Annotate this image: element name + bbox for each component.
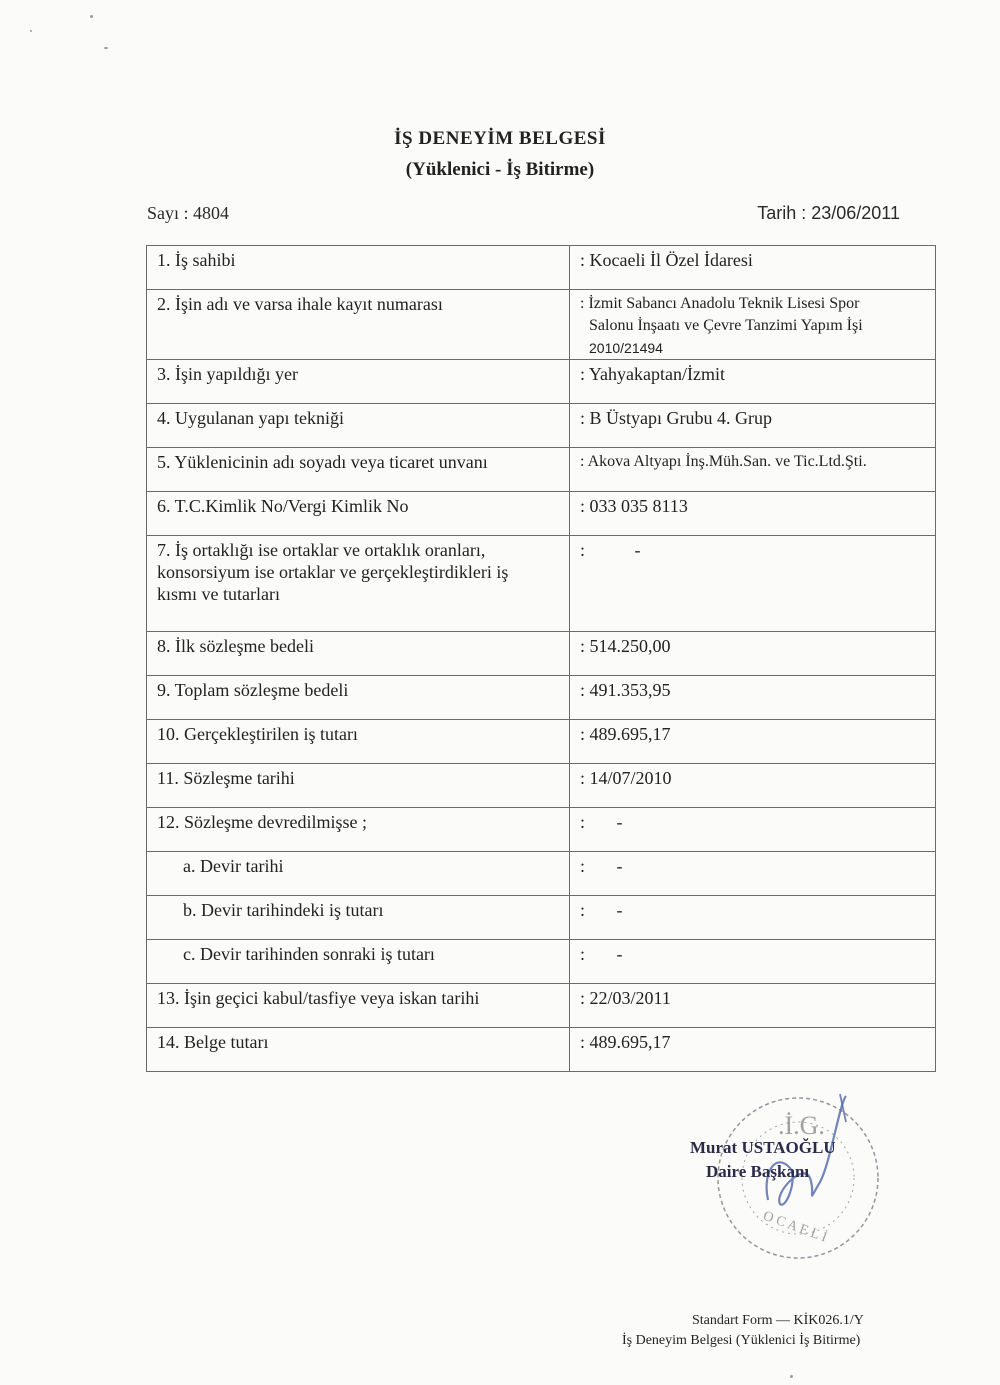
row-label: 3. İşin yapıldığı yer — [147, 360, 570, 404]
row-value: : - — [570, 852, 936, 896]
row-label: 12. Sözleşme devredilmişse ; — [147, 808, 570, 852]
document-title: İŞ DENEYİM BELGESİ — [394, 128, 606, 149]
row-value: : 14/07/2010 — [570, 764, 936, 808]
row-value-line-3: 2010/21494 — [589, 340, 663, 356]
table-row — [147, 808, 936, 852]
document-date: Tarih : 23/06/2011 — [757, 203, 900, 223]
row-label-line-1: 7. İş ortaklığı ise ortaklar ve ortaklık oranları, — [157, 540, 486, 560]
table-row — [147, 852, 936, 896]
svg-text:O C A E L İ: O C A E L İ — [760, 1208, 829, 1246]
table-row — [147, 676, 936, 720]
row-label: b. Devir tarihindeki iş tutarı — [147, 896, 570, 940]
table-row — [147, 290, 936, 360]
row-value: : Akova Altyapı İnş.Müh.San. ve Tic.Ltd.Şti. — [570, 448, 936, 492]
row-label: 11. Sözleşme tarihi — [147, 764, 570, 808]
row-value: : - — [570, 808, 936, 852]
row-label: 2. İşin adı ve varsa ihale kayıt numarası — [147, 290, 570, 360]
row-value: : - — [570, 940, 936, 984]
table-row — [147, 764, 936, 808]
row-value: : 489.695,17 — [570, 1028, 936, 1072]
scan-speck — [30, 30, 32, 32]
form-code: Standart Form — KİK026.1/Y — [692, 1313, 864, 1328]
signatory-block — [690, 1136, 890, 1184]
row-label: 1. İş sahibi — [147, 246, 570, 290]
table-row — [147, 896, 936, 940]
row-value: : B Üstyapı Grubu 4. Grup — [570, 404, 936, 448]
row-value: : 033 035 8113 — [570, 492, 936, 536]
row-label — [147, 536, 570, 632]
table-row — [147, 448, 936, 492]
row-value: : - — [570, 896, 936, 940]
row-value-line-1: : İzmit Sabancı Anadolu Teknik Lisesi Spor — [580, 295, 860, 312]
table-row — [147, 404, 936, 448]
row-label: a. Devir tarihi — [147, 852, 570, 896]
row-value: : 22/03/2011 — [570, 984, 936, 1028]
table-row — [147, 246, 936, 290]
row-value: : 491.353,95 — [570, 676, 936, 720]
table-row — [147, 1028, 936, 1072]
scan-speck — [90, 15, 93, 18]
row-value — [570, 290, 936, 360]
table-row — [147, 984, 936, 1028]
row-label-line-3: kısmı ve tutarları — [157, 584, 280, 604]
form-description: İş Deneyim Belgesi (Yüklenici İş Bitirme) — [622, 1333, 861, 1348]
row-label: 5. Yüklenicinin adı soyadı veya ticaret unvanı — [147, 448, 570, 492]
table-row — [147, 360, 936, 404]
row-value: : Yahyakaptan/İzmit — [570, 360, 936, 404]
scan-speck — [790, 1375, 793, 1378]
table-row — [147, 632, 936, 676]
row-label: c. Devir tarihinden sonraki iş tutarı — [147, 940, 570, 984]
table-row — [147, 536, 936, 632]
row-value-line-2: Salonu İnşaatı ve Çevre Tanzimi Yapım İşi — [589, 317, 863, 334]
row-label: 6. T.C.Kimlik No/Vergi Kimlik No — [147, 492, 570, 536]
row-value: : - — [570, 536, 936, 632]
row-label: 9. Toplam sözleşme bedeli — [147, 676, 570, 720]
row-label: 8. İlk sözleşme bedeli — [147, 632, 570, 676]
signatory-name: Murat USTAOĞLU — [690, 1138, 836, 1157]
signatory-title: Daire Başkanı — [706, 1162, 810, 1181]
row-value: : Kocaeli İl Özel İdaresi — [570, 246, 936, 290]
svg-text:.İ.G.: .İ.G. — [778, 1111, 825, 1140]
experience-table — [146, 245, 936, 1072]
table-row — [147, 492, 936, 536]
row-value: : 514.250,00 — [570, 632, 936, 676]
scan-speck — [104, 47, 108, 49]
row-value: : 489.695,17 — [570, 720, 936, 764]
row-label: 10. Gerçekleştirilen iş tutarı — [147, 720, 570, 764]
row-label: 14. Belge tutarı — [147, 1028, 570, 1072]
row-label-line-2: konsorsiyum ise ortaklar ve gerçekleştirdikleri iş — [157, 562, 509, 582]
document-number: Sayı : 4804 — [147, 203, 230, 223]
row-label: 13. İşin geçici kabul/tasfiye veya iskan tarihi — [147, 984, 570, 1028]
table-row — [147, 940, 936, 984]
row-label: 4. Uygulanan yapı tekniği — [147, 404, 570, 448]
document-subtitle: (Yüklenici - İş Bitirme) — [405, 159, 595, 180]
table-row — [147, 720, 936, 764]
